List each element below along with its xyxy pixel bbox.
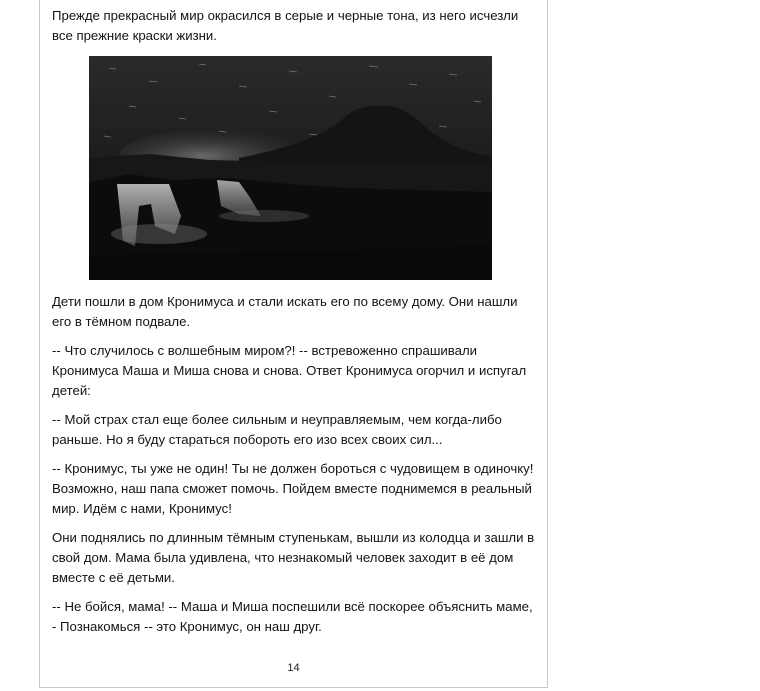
- night-waterfall-photo: [89, 56, 492, 280]
- page-content: [52, 6, 537, 646]
- paragraph-going-home: Они поднялись по длинным тёмным ступенькам, вышли из колодца и зашли в свой дом. Мама была удивлена, что незнакомый человек заходит в её дом вместе с её детьми.: [52, 530, 535, 585]
- document-page: [39, 0, 548, 688]
- paragraph-gray-world: Прежде прекрасный мир окрасился в серые и черные тона, из него исчезли все прежние краски жизни.: [52, 8, 519, 43]
- paragraph-search: Дети пошли в дом Кронимуса и стали искать его по всему дому. Они нашли его в тёмном подвале.: [52, 294, 518, 329]
- paragraph-not-alone: -- Кронимус, ты уже не один! Ты не должен бороться с чудовищем в одиночку! Возможно, наш папа сможет помочь. Пойдем вместе поднимемся в реальный мир. Идём с нами, Кронимус!: [52, 461, 534, 516]
- paragraph-fear: -- Мой страх стал еще более сильным и неуправляемым, чем когда-либо раньше. Но я буду стараться побороть его изо всех своих сил...: [52, 412, 502, 447]
- paragraph-meet-mom: -- Не бойся, мама! -- Маша и Миша поспешили всё поскорее объяснить маме, - Познакомься -- это Кронимус, он наш друг.: [52, 599, 533, 634]
- page-number: 14: [287, 662, 300, 674]
- paragraph-what-happened: -- Что случилось с волшебным миром?! -- встревоженно спрашивали Кронимуса Маша и Миша снова и снова. Ответ Кронимуса огорчил и испугал детей:: [52, 343, 527, 398]
